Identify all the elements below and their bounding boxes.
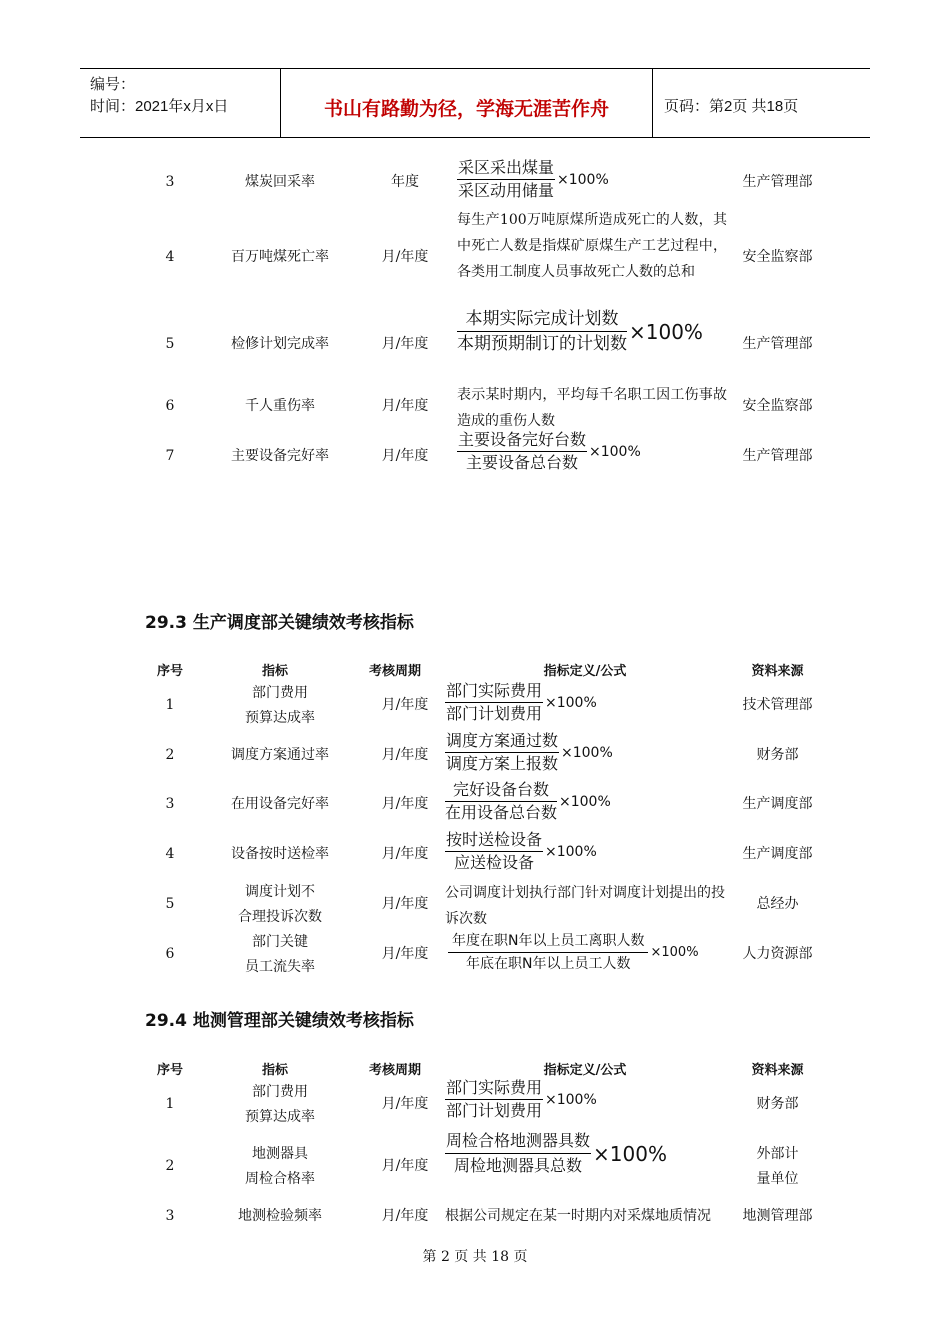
numerator: 周检合格地测器具数	[445, 1129, 591, 1154]
row-number: 1	[165, 697, 175, 713]
denominator: 周检地测器具总数	[454, 1156, 583, 1175]
data-source: 财务部	[756, 747, 799, 763]
formula	[457, 429, 641, 474]
data-source: 安全监察部	[742, 249, 813, 265]
header-period: 考核周期	[368, 664, 421, 679]
multiplier: ×100%	[557, 171, 609, 188]
numerator: 调度方案通过数	[445, 730, 559, 753]
numerator: 部门实际费用	[445, 680, 543, 703]
numerator: 主要设备完好台数	[457, 429, 587, 452]
data-source: 安全监察部	[742, 398, 813, 414]
denominator: 部门计划费用	[446, 1101, 543, 1120]
definition-text: 公司调度计划执行部门针对调度计划提出的投诉次数	[445, 885, 725, 927]
indicator-name: 煤炭回采率	[245, 174, 315, 190]
period: 月/年度	[381, 946, 429, 962]
row-number: 2	[165, 747, 175, 763]
indicator-name-line2: 预算达成率	[245, 1109, 315, 1125]
period: 月/年度	[381, 697, 429, 713]
multiplier: ×100%	[561, 744, 613, 761]
page-header	[80, 68, 870, 138]
multiplier: ×100%	[650, 944, 699, 960]
formula	[448, 930, 699, 975]
denominator: 本期预期制订的计划数	[457, 334, 627, 354]
header-definition: 指标定义/公式	[543, 664, 627, 679]
section-title: 29.3 生产调度部关键绩效考核指标	[145, 613, 414, 633]
period: 月/年度	[381, 448, 429, 464]
formula	[457, 157, 609, 202]
formula	[445, 779, 611, 824]
data-source: 技术管理部	[742, 697, 813, 713]
multiplier: ×100%	[545, 843, 597, 860]
period: 月/年度	[381, 796, 429, 812]
row-number: 2	[165, 1158, 175, 1174]
denominator: 部门计划费用	[446, 704, 543, 723]
indicator-name: 百万吨煤死亡率	[231, 249, 329, 265]
indicator-name: 调度方案通过率	[231, 747, 329, 763]
formula	[445, 1129, 667, 1178]
data-source: 生产管理部	[742, 448, 813, 464]
multiplier: ×100%	[629, 319, 703, 344]
data-source: 地测管理部	[742, 1208, 813, 1224]
header-indicator: 指标	[261, 664, 288, 679]
row-number: 4	[165, 249, 175, 265]
indicator-name: 千人重伤率	[245, 398, 315, 414]
indicator-name: 在用设备完好率	[231, 796, 329, 812]
formula	[445, 730, 613, 775]
formula	[457, 307, 703, 356]
header-source: 资料来源	[751, 1063, 804, 1078]
row-number: 4	[165, 846, 175, 862]
header-period: 考核周期	[368, 1063, 421, 1078]
data-source: 人力资源部	[742, 946, 813, 962]
row-number: 6	[165, 946, 175, 962]
indicator-name-line2: 合理投诉次数	[238, 909, 322, 925]
numerator: 完好设备台数	[445, 779, 557, 802]
code-label: 编号：	[90, 76, 136, 93]
row-number: 7	[165, 448, 175, 464]
page-footer: 第 2 页 共 18 页	[422, 1249, 528, 1265]
period: 月/年度	[381, 846, 429, 862]
denominator: 应送检设备	[454, 853, 535, 872]
indicator-name: 地测检验频率	[238, 1208, 322, 1224]
data-source: 财务部	[756, 1096, 799, 1112]
period: 月/年度	[381, 398, 429, 414]
multiplier: ×100%	[559, 793, 611, 810]
page-label: 页码：第2页 共18页	[664, 98, 799, 115]
data-source-line2: 量单位	[756, 1171, 799, 1187]
row-number: 1	[165, 1096, 175, 1112]
indicator-name: 主要设备完好率	[231, 448, 329, 464]
data-source: 总经办	[756, 896, 799, 912]
period: 月/年度	[381, 249, 429, 265]
row-number: 5	[165, 896, 175, 912]
period: 年度	[391, 174, 419, 190]
definition-text: 根据公司规定在某一时期内对采煤地质情况	[445, 1208, 711, 1224]
header-indicator: 指标	[261, 1063, 288, 1078]
row-number: 3	[165, 1208, 175, 1224]
row-number: 3	[165, 796, 175, 812]
numerator: 采区采出煤量	[457, 157, 555, 180]
data-source-line1: 外部计	[756, 1146, 799, 1162]
indicator-name: 设备按时送检率	[231, 846, 329, 862]
denominator: 采区动用储量	[458, 181, 555, 200]
data-source: 生产调度部	[742, 796, 813, 812]
motto: 书山有路勤为径，学海无涯苦作舟	[281, 69, 653, 137]
period: 月/年度	[381, 747, 429, 763]
definition-text: 每生产100万吨原煤所造成死亡的人数，其中死亡人数是指煤矿原煤生产工艺过程中，各类用工制度人员事故死亡人数的总和	[457, 212, 727, 280]
row-number: 6	[165, 398, 175, 414]
row-number: 5	[165, 336, 175, 352]
denominator: 主要设备总台数	[466, 453, 579, 472]
formula	[445, 829, 597, 874]
time-label: 时间：2021年x月x日	[90, 98, 229, 115]
definition-text: 表示某时期内，平均每千名职工因工伤事故造成的重伤人数	[457, 387, 727, 429]
denominator: 年底在职N年以上员工人数	[466, 956, 631, 972]
header-source: 资料来源	[751, 664, 804, 679]
period: 月/年度	[381, 896, 429, 912]
multiplier: ×100%	[545, 1091, 597, 1108]
multiplier: ×100%	[545, 694, 597, 711]
numerator: 本期实际完成计划数	[457, 307, 627, 332]
denominator: 在用设备总台数	[445, 803, 558, 822]
indicator-name-line2: 预算达成率	[245, 710, 315, 726]
period: 月/年度	[381, 336, 429, 352]
header-no: 序号	[156, 664, 183, 679]
period: 月/年度	[381, 1158, 429, 1174]
indicator-name-line1: 部门费用	[252, 1084, 308, 1100]
period: 月/年度	[381, 1096, 429, 1112]
indicator-name-line1: 部门费用	[252, 685, 308, 701]
header-definition: 指标定义/公式	[543, 1063, 627, 1078]
numerator: 部门实际费用	[445, 1077, 543, 1100]
period: 月/年度	[381, 1208, 429, 1224]
indicator-name-line2: 周检合格率	[245, 1171, 315, 1187]
numerator: 年度在职N年以上员工离职人数	[448, 930, 648, 953]
indicator-name-line1: 地测器具	[252, 1146, 308, 1162]
section-title: 29.4 地测管理部关键绩效考核指标	[145, 1011, 414, 1031]
indicator-name-line1: 调度计划不	[245, 884, 315, 900]
indicator-name-line2: 员工流失率	[245, 959, 315, 975]
data-source: 生产管理部	[742, 174, 813, 190]
header-no: 序号	[156, 1063, 183, 1078]
multiplier: ×100%	[593, 1141, 667, 1166]
indicator-name-line1: 部门关键	[252, 934, 308, 950]
denominator: 调度方案上报数	[446, 754, 559, 773]
formula	[445, 680, 597, 725]
row-number: 3	[165, 174, 175, 190]
data-source: 生产调度部	[742, 846, 813, 862]
numerator: 按时送检设备	[445, 829, 543, 852]
data-source: 生产管理部	[742, 336, 813, 352]
header-info	[80, 69, 281, 137]
indicator-name: 检修计划完成率	[231, 336, 329, 352]
multiplier: ×100%	[589, 443, 641, 460]
formula	[445, 1077, 597, 1122]
